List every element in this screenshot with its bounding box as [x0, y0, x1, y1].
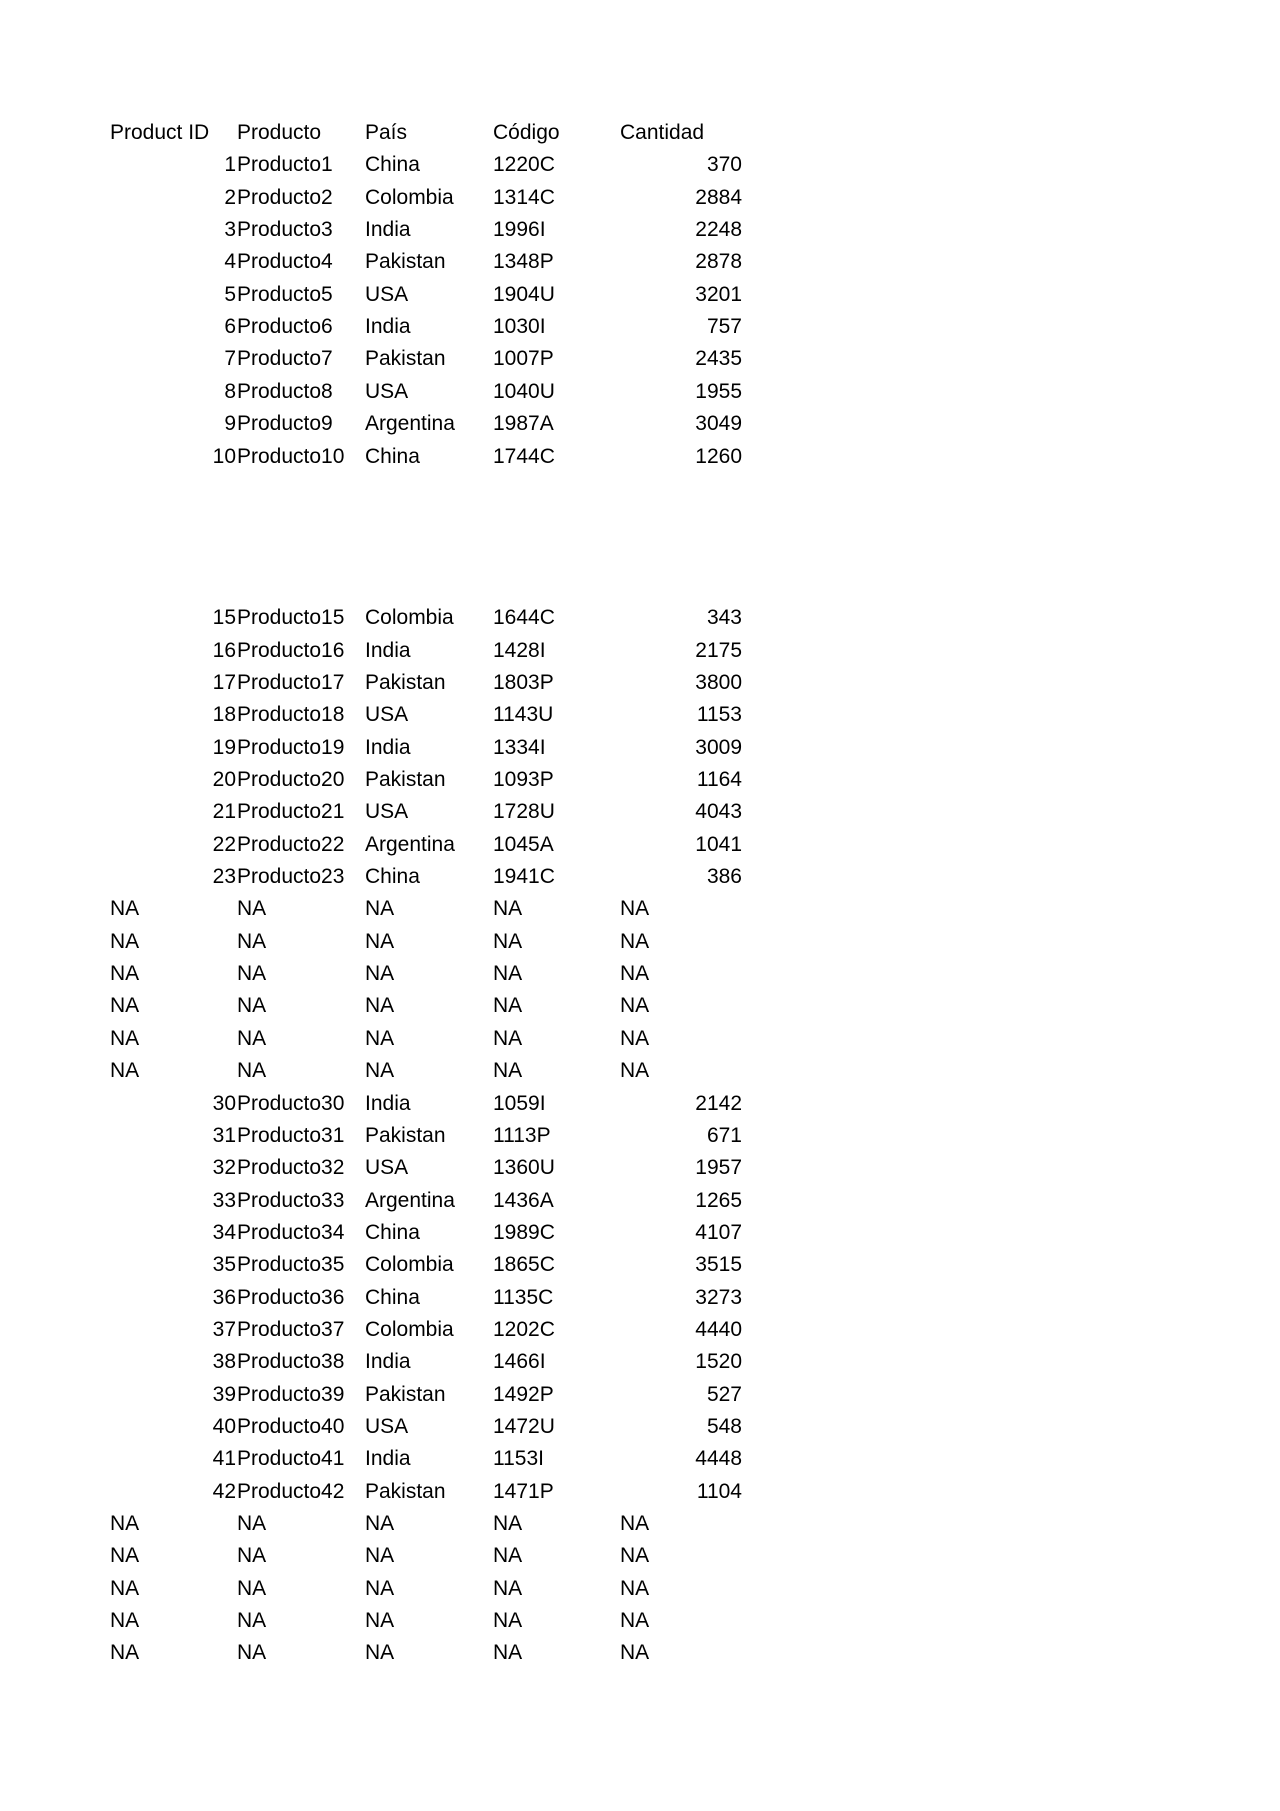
cell-producto: NA [237, 1641, 267, 1664]
cell-codigo: 1153I [493, 1447, 544, 1470]
cell-producto: Producto40 [237, 1415, 345, 1438]
cell-producto: Producto35 [237, 1253, 345, 1276]
cell-codigo: 1059I [493, 1092, 546, 1115]
cell-cantidad: 2142 [695, 1092, 742, 1115]
cell-codigo: 1987A [493, 412, 554, 435]
cell-codigo: NA [493, 1577, 523, 1600]
cell-product-id: 3 [224, 218, 236, 241]
cell-product-id: 39 [212, 1383, 236, 1406]
cell-cantidad: NA [620, 930, 650, 953]
cell-codigo: 1428I [493, 639, 546, 662]
cell-producto: Producto39 [237, 1383, 345, 1406]
cell-cantidad: 3800 [695, 671, 742, 694]
cell-pais: Argentina [365, 412, 455, 435]
cell-cantidad: NA [620, 1059, 650, 1082]
cell-producto: Producto7 [237, 347, 333, 370]
cell-codigo: 1007P [493, 347, 554, 370]
cell-product-id: 42 [212, 1480, 236, 1503]
cell-cantidad: NA [620, 897, 650, 920]
cell-pais: USA [365, 283, 409, 306]
cell-pais: Pakistan [365, 671, 446, 694]
cell-pais: Colombia [365, 1253, 454, 1276]
cell-producto: Producto38 [237, 1350, 345, 1373]
cell-codigo: 1492P [493, 1383, 554, 1406]
cell-producto: Producto17 [237, 671, 345, 694]
cell-cantidad: NA [620, 1641, 650, 1664]
cell-codigo: 1143U [493, 703, 554, 726]
cell-codigo: 1220C [493, 153, 555, 176]
cell-codigo: 1030I [493, 315, 546, 338]
cell-producto: Producto31 [237, 1124, 345, 1147]
cell-producto: Producto19 [237, 736, 345, 759]
cell-product-id: 18 [212, 703, 236, 726]
cell-codigo: 1202C [493, 1318, 555, 1341]
cell-cantidad: 2175 [695, 639, 742, 662]
cell-producto: NA [237, 1609, 267, 1632]
cell-product-id: 21 [212, 800, 236, 823]
cell-product-id: 7 [224, 347, 236, 370]
cell-cantidad: 343 [706, 606, 742, 629]
cell-codigo: 1045A [493, 833, 554, 856]
cell-codigo: NA [493, 1641, 523, 1664]
cell-pais: NA [365, 1609, 395, 1632]
cell-cantidad: 1104 [696, 1480, 742, 1503]
cell-cantidad: 1520 [695, 1350, 742, 1373]
cell-pais: Argentina [365, 833, 455, 856]
cell-codigo: NA [493, 994, 523, 1017]
cell-pais: Pakistan [365, 1383, 446, 1406]
cell-producto: Producto9 [237, 412, 333, 435]
cell-producto: NA [237, 930, 267, 953]
cell-codigo: NA [493, 1609, 523, 1632]
cell-product-id: NA [110, 930, 140, 953]
cell-cantidad: 3009 [695, 736, 742, 759]
cell-product-id: 23 [212, 865, 236, 888]
cell-pais: China [365, 445, 420, 468]
cell-cantidad: 2435 [695, 347, 742, 370]
cell-product-id: 2 [224, 186, 236, 209]
cell-codigo: 1471P [493, 1480, 554, 1503]
cell-codigo: 1113P [493, 1124, 551, 1147]
cell-pais: Pakistan [365, 1480, 446, 1503]
cell-cantidad: NA [620, 1512, 650, 1535]
cell-product-id: NA [110, 1512, 140, 1535]
cell-pais: USA [365, 380, 409, 403]
cell-producto: NA [237, 897, 267, 920]
cell-codigo: 1989C [493, 1221, 555, 1244]
cell-producto: Producto32 [237, 1156, 345, 1179]
cell-cantidad: 4043 [695, 800, 742, 823]
cell-pais: NA [365, 994, 395, 1017]
cell-pais: India [365, 736, 411, 759]
cell-codigo: 1644C [493, 606, 555, 629]
cell-pais: India [365, 1092, 411, 1115]
cell-product-id: 20 [212, 768, 236, 791]
cell-producto: Producto3 [237, 218, 333, 241]
cell-pais: China [365, 1221, 420, 1244]
cell-pais: Pakistan [365, 347, 446, 370]
cell-product-id: 16 [212, 639, 236, 662]
cell-pais: USA [365, 1415, 409, 1438]
cell-product-id: 37 [212, 1318, 236, 1341]
cell-product-id: NA [110, 994, 140, 1017]
cell-product-id: NA [110, 1609, 140, 1632]
cell-cantidad: 1957 [695, 1156, 742, 1179]
cell-codigo: 1093P [493, 768, 554, 791]
cell-producto: Producto10 [237, 445, 345, 468]
cell-pais: India [365, 218, 411, 241]
cell-product-id: NA [110, 1641, 140, 1664]
cell-cantidad: 3515 [695, 1253, 742, 1276]
cell-product-id: 6 [224, 315, 236, 338]
cell-cantidad: 1955 [695, 380, 742, 403]
cell-cantidad: 1153 [696, 703, 742, 726]
cell-pais: USA [365, 1156, 409, 1179]
cell-codigo: 1744C [493, 445, 555, 468]
cell-cantidad: NA [620, 962, 650, 985]
cell-cantidad: 3201 [695, 283, 742, 306]
cell-cantidad: 4440 [695, 1318, 742, 1341]
cell-pais: China [365, 153, 420, 176]
cell-codigo: 1466I [493, 1350, 546, 1373]
header-producto: Producto [237, 121, 322, 144]
cell-producto: Producto22 [237, 833, 345, 856]
cell-product-id: 31 [212, 1124, 236, 1147]
header-codigo: Código [493, 121, 560, 144]
cell-product-id: NA [110, 1544, 140, 1567]
cell-product-id: NA [110, 1027, 140, 1050]
cell-pais: Colombia [365, 186, 454, 209]
cell-producto: NA [237, 994, 267, 1017]
cell-pais: Pakistan [365, 250, 446, 273]
cell-cantidad: 1041 [695, 833, 742, 856]
cell-producto: NA [237, 1544, 267, 1567]
cell-codigo: 1135C [493, 1286, 554, 1309]
cell-cantidad: 2884 [695, 186, 742, 209]
cell-product-id: 30 [212, 1092, 236, 1115]
cell-cantidad: 3049 [695, 412, 742, 435]
cell-producto: NA [237, 1027, 267, 1050]
cell-codigo: NA [493, 1027, 523, 1050]
cell-codigo: NA [493, 897, 523, 920]
cell-producto: NA [237, 962, 267, 985]
cell-product-id: 17 [212, 671, 236, 694]
cell-producto: Producto15 [237, 606, 345, 629]
header-product-id: Product ID [110, 121, 210, 144]
cell-codigo: 1360U [493, 1156, 555, 1179]
cell-cantidad: 548 [706, 1415, 742, 1438]
cell-producto: Producto6 [237, 315, 333, 338]
cell-product-id: 5 [224, 283, 236, 306]
cell-producto: Producto20 [237, 768, 345, 791]
cell-pais: NA [365, 1577, 395, 1600]
cell-product-id: 22 [212, 833, 236, 856]
cell-pais: India [365, 315, 411, 338]
cell-cantidad: 1260 [695, 445, 742, 468]
cell-product-id: 4 [224, 250, 236, 273]
cell-producto: Producto21 [237, 800, 345, 823]
cell-producto: Producto34 [237, 1221, 345, 1244]
cell-codigo: 1996I [493, 218, 546, 241]
cell-product-id: 9 [224, 412, 236, 435]
cell-pais: NA [365, 1059, 395, 1082]
cell-producto: Producto16 [237, 639, 345, 662]
cell-codigo: 1728U [493, 800, 555, 823]
cell-product-id: 38 [212, 1350, 236, 1373]
cell-pais: NA [365, 930, 395, 953]
cell-producto: Producto18 [237, 703, 345, 726]
cell-pais: NA [365, 962, 395, 985]
cell-producto: Producto2 [237, 186, 333, 209]
cell-product-id: 10 [212, 445, 236, 468]
cell-producto: Producto5 [237, 283, 333, 306]
cell-pais: Argentina [365, 1189, 455, 1212]
cell-producto: NA [237, 1059, 267, 1082]
cell-cantidad: NA [620, 1027, 650, 1050]
cell-codigo: 1803P [493, 671, 554, 694]
cell-producto: Producto42 [237, 1480, 345, 1503]
cell-product-id: 41 [212, 1447, 236, 1470]
cell-codigo: NA [493, 930, 523, 953]
cell-product-id: 35 [212, 1253, 236, 1276]
cell-cantidad: NA [620, 994, 650, 1017]
cell-pais: Colombia [365, 1318, 454, 1341]
cell-product-id: 32 [212, 1156, 236, 1179]
cell-producto: Producto1 [237, 153, 333, 176]
cell-pais: USA [365, 703, 409, 726]
cell-codigo: NA [493, 962, 523, 985]
cell-cantidad: NA [620, 1609, 650, 1632]
cell-cantidad: 4448 [695, 1447, 742, 1470]
cell-codigo: NA [493, 1512, 523, 1535]
cell-producto: Producto23 [237, 865, 345, 888]
cell-producto: Producto33 [237, 1189, 345, 1212]
cell-cantidad: 1164 [696, 768, 742, 791]
cell-producto: Producto37 [237, 1318, 345, 1341]
cell-codigo: 1314C [493, 186, 555, 209]
cell-pais: India [365, 639, 411, 662]
cell-producto: Producto4 [237, 250, 333, 273]
cell-cantidad: 757 [706, 315, 742, 338]
cell-cantidad: 386 [706, 865, 742, 888]
cell-codigo: 1436A [493, 1189, 554, 1212]
cell-cantidad: 2878 [695, 250, 742, 273]
cell-cantidad: NA [620, 1544, 650, 1567]
cell-pais: NA [365, 1544, 395, 1567]
cell-pais: India [365, 1350, 411, 1373]
cell-pais: NA [365, 1641, 395, 1664]
cell-cantidad: 671 [706, 1124, 742, 1147]
cell-pais: USA [365, 800, 409, 823]
cell-codigo: 1941C [493, 865, 555, 888]
header-pais: País [365, 121, 408, 144]
cell-codigo: 1904U [493, 283, 555, 306]
cell-pais: NA [365, 1027, 395, 1050]
cell-codigo: 1040U [493, 380, 555, 403]
cell-pais: Pakistan [365, 768, 446, 791]
cell-product-id: 34 [212, 1221, 236, 1244]
cell-product-id: NA [110, 897, 140, 920]
cell-codigo: 1348P [493, 250, 554, 273]
cell-cantidad: 370 [706, 153, 742, 176]
cell-cantidad: 3273 [695, 1286, 742, 1309]
cell-product-id: 8 [224, 380, 236, 403]
cell-cantidad: 527 [706, 1383, 742, 1406]
cell-producto: Producto30 [237, 1092, 345, 1115]
cell-pais: China [365, 1286, 420, 1309]
cell-product-id: NA [110, 1577, 140, 1600]
cell-codigo: 1472U [493, 1415, 555, 1438]
cell-pais: India [365, 1447, 411, 1470]
cell-pais: China [365, 865, 420, 888]
cell-cantidad: 2248 [695, 218, 742, 241]
cell-codigo: NA [493, 1544, 523, 1567]
cell-pais: Pakistan [365, 1124, 446, 1147]
cell-product-id: NA [110, 1059, 140, 1082]
cell-product-id: 36 [212, 1286, 236, 1309]
cell-producto: NA [237, 1512, 267, 1535]
cell-product-id: 33 [212, 1189, 236, 1212]
cell-cantidad: 4107 [695, 1221, 742, 1244]
cell-codigo: 1865C [493, 1253, 555, 1276]
cell-product-id: 40 [212, 1415, 236, 1438]
header-cantidad: Cantidad [620, 121, 705, 144]
cell-product-id: 19 [212, 736, 236, 759]
cell-pais: NA [365, 897, 395, 920]
cell-producto: NA [237, 1577, 267, 1600]
cell-product-id: NA [110, 962, 140, 985]
cell-producto: Producto8 [237, 380, 333, 403]
cell-cantidad: 1265 [695, 1189, 742, 1212]
cell-producto: Producto41 [237, 1447, 345, 1470]
cell-codigo: NA [493, 1059, 523, 1082]
cell-codigo: 1334I [493, 736, 546, 759]
cell-pais: Colombia [365, 606, 454, 629]
cell-product-id: 15 [212, 606, 236, 629]
cell-producto: Producto36 [237, 1286, 345, 1309]
cell-cantidad: NA [620, 1577, 650, 1600]
cell-pais: NA [365, 1512, 395, 1535]
cell-product-id: 1 [224, 153, 236, 176]
